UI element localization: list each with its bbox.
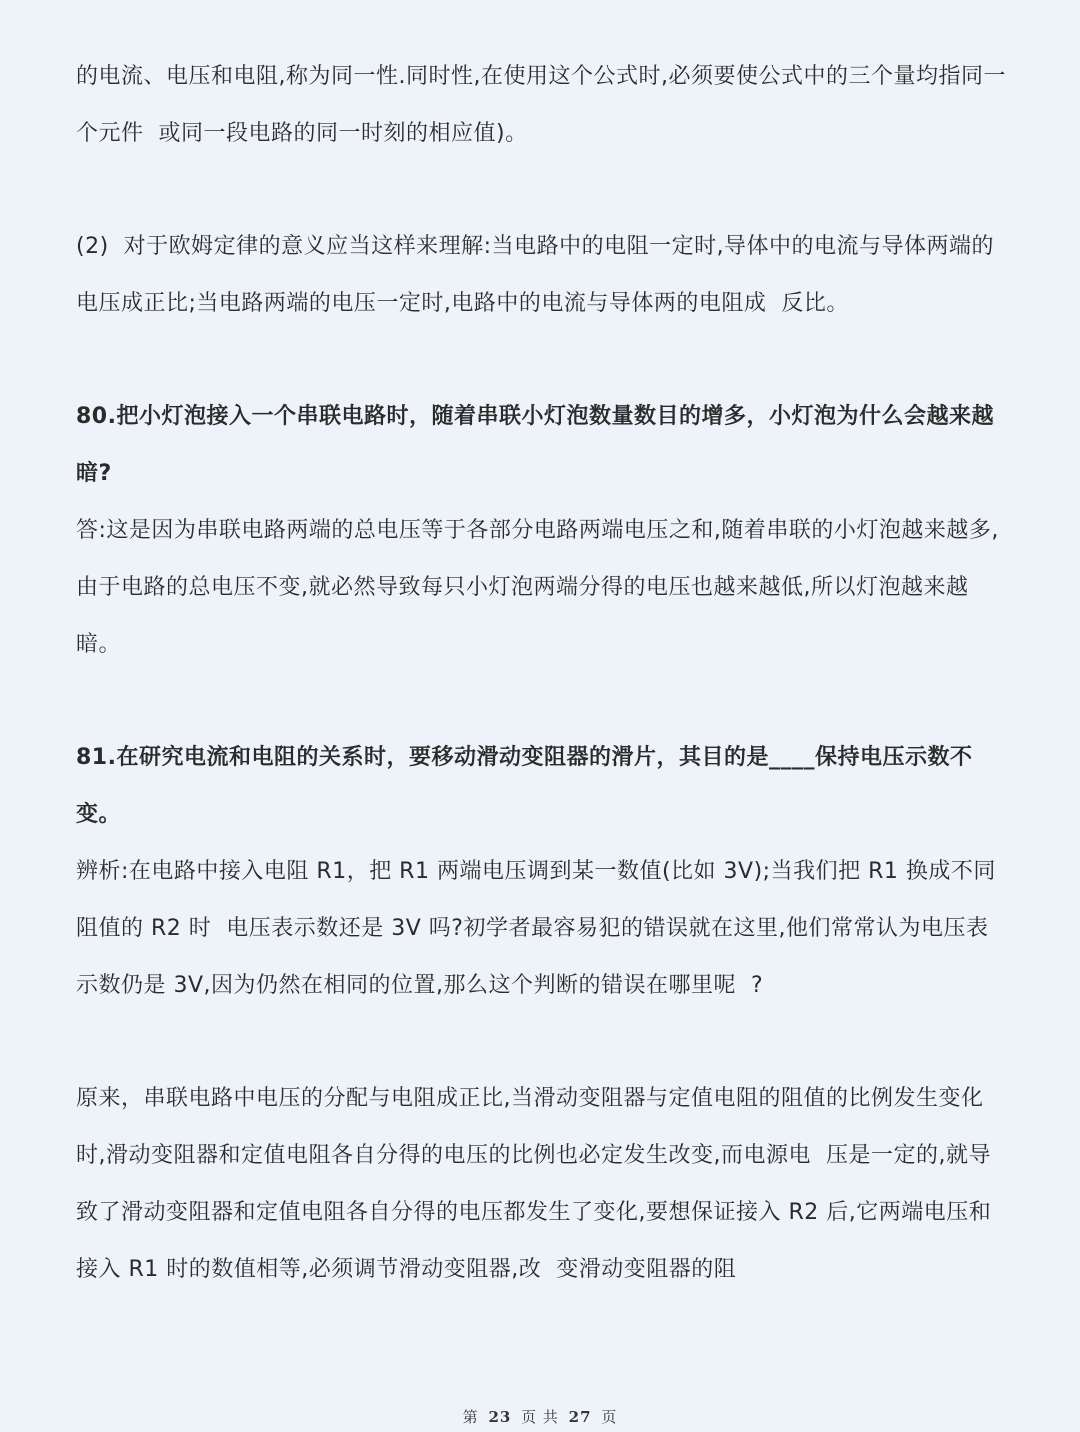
footer-suffix: 页 (601, 1408, 618, 1426)
spacer (76, 332, 1006, 388)
paragraph-explanation: 原来，串联电路中电压的分配与电阻成正比,当滑动变阻器与定值电阻的阻值的比例发生变化时,滑动变阻器和定值电阻各自分得的电压的比例也必定发生改变,而电源电 压是一定的,就导致了滑动变阻器和定值电阻各自分得的电压都发生了变化,要想保证接入 R2 后,它两端电压和接入 R1 时的数值相等,必须调节滑动变阻器,改 变滑动变阻器的阻 (76, 1086, 992, 1282)
spacer (76, 1014, 1006, 1070)
footer-prefix: 第 (462, 1408, 479, 1426)
question-80: 80.把小灯泡接入一个串联电路时，随着串联小灯泡数量数目的增多，小灯泡为什么会越来越暗? (76, 404, 994, 486)
document-body (76, 48, 1006, 1298)
spacer (76, 162, 1006, 218)
paragraph-ohms-law-meaning: (2) 对于欧姆定律的意义应当这样来理解:当电路中的电阻一定时,导体中的电流与导体两端的电压成正比;当电路两端的电压一定时,电路中的电流与导体两的电阻成 反比。 (76, 234, 995, 316)
total-page-number: 27 (568, 1408, 592, 1426)
question-81: 81.在研究电流和电阻的关系时，要移动滑动变阻器的滑片，其目的是____保持电压示数不变。 (76, 745, 973, 827)
answer-80: 答:这是因为串联电路两端的总电压等于各部分电路两端电压之和,随着串联的小灯泡越来越多,由于电路的总电压不变,就必然导致每只小灯泡两端分得的电压也越来越低,所以灯泡越来越暗。 (76, 518, 999, 657)
paragraph-continuation: 的电流、电压和电阻,称为同一性.同时性,在使用这个公式时,必须要使公式中的三个量均指同一个元件 或同一段电路的同一时刻的相应值)。 (76, 64, 1006, 146)
footer-middle: 页 共 (521, 1408, 559, 1426)
spacer (76, 673, 1006, 729)
analysis-81: 辨析:在电路中接入电阻 R1，把 R1 两端电压调到某一数值(比如 3V);当我们把 R1 换成不同阻值的 R2 时 电压表示数还是 3V 吗?初学者最容易犯的错误就在这里,他们常常认为电压表示数仍是 3V,因为仍然在相同的位置,那么这个判断的错误在哪里呢 ? (76, 859, 996, 998)
current-page-number: 23 (488, 1408, 512, 1426)
page-number-footer (0, 1406, 1080, 1427)
